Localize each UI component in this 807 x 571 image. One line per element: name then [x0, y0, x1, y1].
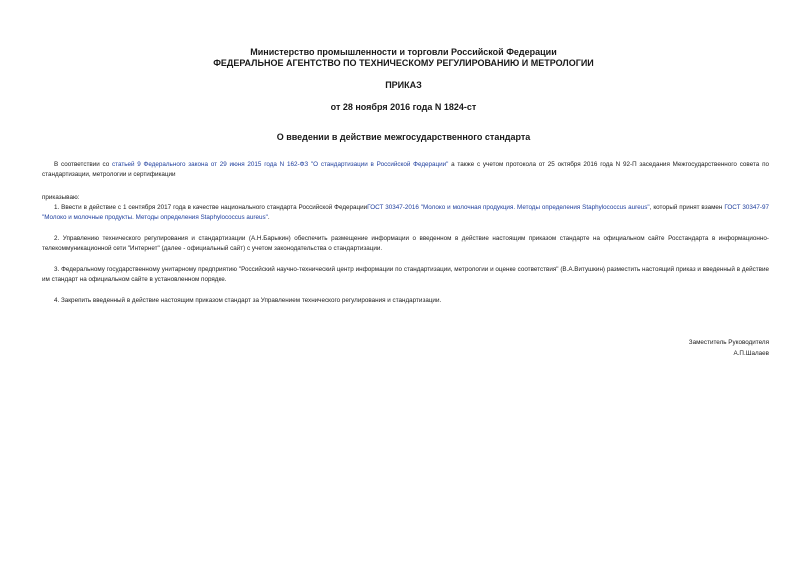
signature-position: Заместитель Руководителя	[688, 339, 769, 346]
document-subject: О введении в действие межгосударственного стандарта	[276, 132, 531, 142]
ministry-title: Министерство промышленности и торговли Российской Федерации	[250, 47, 557, 57]
preamble-rest: а также с учетом протокола от 25 октября 2016 года N 92-П заседания Межгосударственного совета по стандартизации, метрологии и сертификации	[42, 161, 769, 178]
item-1-text-middle: , который принят взамен	[649, 204, 725, 211]
item-1-paragraph	[42, 203, 769, 223]
gost-2016-link[interactable]: ГОСТ 30347-2016 "Молоко и молочная продукция. Методы определения Staphylococcus aureus"	[367, 204, 650, 211]
preamble-paragraph	[42, 160, 769, 180]
item-1-text-end: .	[267, 214, 270, 221]
item-2-paragraph: 2. Управлению технического регулирования и стандартизации (А.Н.Барыкин) обеспечить размещение информации о введенном в действие настоящим приказом стандарте на официальном сайте Росстандарта в информационно-телекоммуникационной сети "Интернет" (далее - официальный сайт) с учетом законодательства о стандартизации.	[42, 235, 769, 252]
signature-name: А.П.Шалаев	[733, 350, 769, 357]
gost-97-link[interactable]: ГОСТ 30347-97 "Молоко и молочные продукты. Методы определения Staphylococcus aureus"	[42, 204, 769, 221]
preamble-lead: В соответствии со	[54, 161, 112, 168]
order-word: приказываю:	[42, 194, 80, 201]
item-3-paragraph: 3. Федеральному государственному унитарному предприятию "Российский научно-технический центр информации по стандартизации, метрологии и оценке соответствия" (В.А.Витушкин) разместить настоящий приказ и введенный в действие им стандарт на официальном сайте в установленном порядке.	[42, 266, 769, 283]
federal-law-link[interactable]: статьей 9 Федерального закона от 29 июня 2015 года N 162-ФЗ "О стандартизации в Российской Федерации"	[112, 161, 449, 168]
item-4-paragraph: 4. Закрепить введенный в действие настоящим приказом стандарт за Управлением технического регулирования и стандартизации.	[54, 297, 442, 304]
document-type: ПРИКАЗ	[385, 80, 422, 90]
document-date: от 28 ноября 2016 года N 1824-ст	[330, 102, 477, 112]
item-1-text: 1. Ввести в действие с 1 сентября 2017 года в качестве национального стандарта Российской Федерации	[54, 204, 368, 211]
agency-title: ФЕДЕРАЛЬНОЕ АГЕНТСТВО ПО ТЕХНИЧЕСКОМУ РЕГУЛИРОВАНИЮ И МЕТРОЛОГИИ	[213, 58, 594, 68]
